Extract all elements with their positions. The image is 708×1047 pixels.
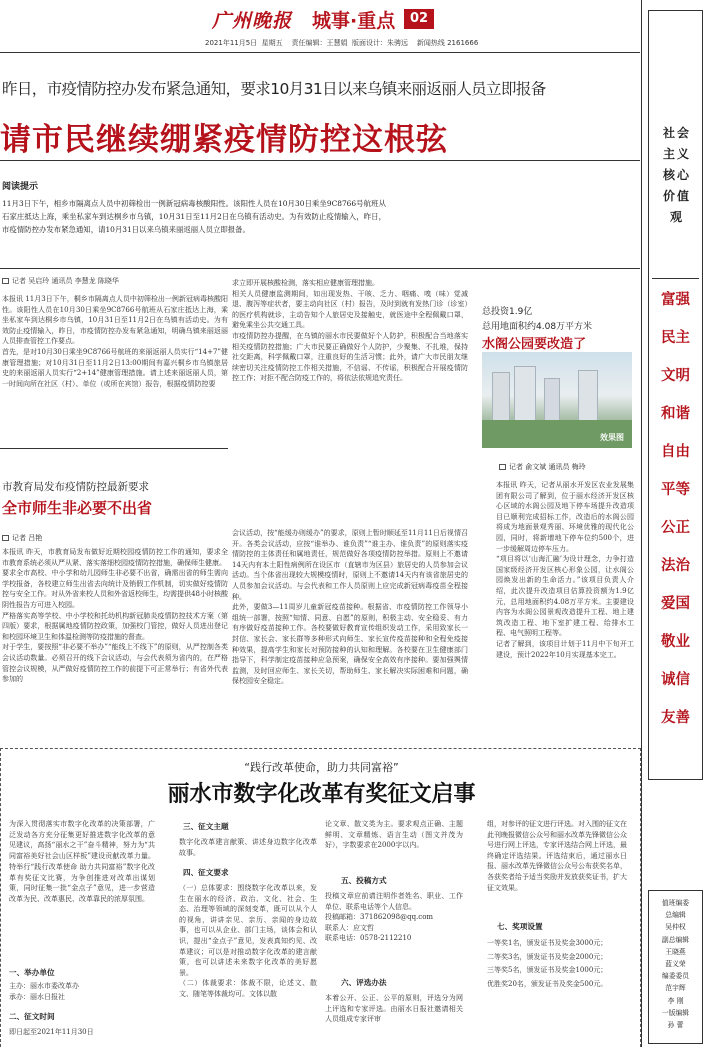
edu-rule (0, 448, 228, 449)
values-list (649, 281, 702, 737)
contest-s6-title: 六、评选办法 (341, 978, 387, 987)
contest-s4-body: （一）总体要求：围绕数字化改革以来，发生在丽水的经济、政治、文化、社会、生态、治理等领域的深刻变革，既可以从个人的视角，讲讲亲见、亲历、亲闻的身边故事，也可以从企业、部门主场，谈体会和认识，提出“金点子”意见，发表真知灼见、改革建议；可以是对推动数字化改革的建言献策，也可以讲述未来数字化改革的美好愿景。 （二）体裁要求：体裁不限，论述文、散文、随笔等体裁均可。文体以散 (179, 884, 317, 998)
camera-icon (2, 278, 9, 284)
top-kicker: 昨日，市疫情防控办发布紧急通知，要求10月31日以来乌镇来丽返丽人员立即报备 (2, 80, 546, 98)
top-byline (2, 276, 119, 286)
sidebar (641, 0, 708, 1047)
contest-s1-title: 一、举办单位 (9, 968, 55, 977)
building-shape (514, 366, 536, 422)
lead-rule (0, 268, 640, 269)
value-item: 敬业 (661, 634, 690, 650)
park-headline: 水阁公园要改造了 (482, 337, 587, 352)
top-rule (0, 160, 640, 161)
core-values-title: 社会主义核心价值观 (662, 126, 691, 224)
paper-logo: 广州晚报 (212, 10, 293, 32)
contest-headline: 丽水市数字化改革有奖征文启事 (167, 782, 476, 807)
page-number: 02 (404, 9, 434, 29)
value-item: 自由 (661, 444, 690, 460)
value-item: 爱国 (661, 596, 690, 612)
top-headline: 请市民继续绷紧疫情防控这根弦 (0, 122, 448, 158)
value-item: 平等 (661, 482, 690, 498)
camera-icon (499, 464, 506, 470)
core-values-rule (652, 278, 699, 279)
edu-col1: 本报讯 昨天，市教育局发布做好近期校园疫情防控工作的通知，要求全市教育系统必须从严从紧、落实落细校园疫情防控措施，确保师生健康。 要求全市高校、中小学和幼儿园师生非必要不出省，确需出省的师生需向学校报备，各校建立师生出省去向统计及销假工作机制，切实做好疫情防控与安全工作。对从外省来校人员和外省返校师生，均需提供48小时核酸阴性报告方可进入校园。 严格落实高等学校、中小学校和托幼机构新冠肺炎疫情防控技术方案（第四版）要求，根据属地疫情防控政策，加强校门管控，做好人员进出登记和校园环境卫生和体温检测等防疫措施的督查。 对于学生，要按照“非必要不举办”“能线上不线下”的原则，从严控制各类会议活动数量。必须召开的线下会议活动，与会代表须为省内的，在严格管控会议规模，从严做好疫情防控工作的前提下可正常举行；有省外代表参加的 (2, 548, 228, 684)
contest-s3-title: 三、征文主题 (183, 822, 229, 831)
contest-s3-body: 数字化改革建言献策、讲述身边数字化改革故事。 (179, 838, 317, 857)
editors-list: 值班编委 总编辑 吴仲权 副总编辑 王晓燕 蓝义荣 编委委员 范宇辉 李 刚 一版编辑 孙 蕾 (661, 899, 690, 1030)
lead-label: 阅读提示 (2, 182, 39, 192)
value-item: 民主 (661, 330, 690, 346)
value-item: 友善 (661, 710, 690, 726)
contest-box (0, 748, 641, 1047)
park-kicker-1: 总投资1.9亿 (482, 307, 533, 317)
park-body: 本报讯 昨天，记者从丽水开发区农业发展集团有限公司了解到，位于丽水经济开发区核心区域的水阁公园及地下停车场提升改造项目已顺利完成招标工作，改造后的水阁公园将成为地面景观秀丽、环境优雅的现代化公园，同时，将新增地下停车位约500个，进一步缓解周边停车压力。 “项目将以‘山海汇融’为设计理念，力争打造国家级经济开发区核心形象公园，让水阁公园焕发出新的生命活力。”该项目负责人介绍，此次提升改造项目估算投资额为1.9亿元，总用地面积约4.08万平方米。主要建设内容为水阁公园景观改造提升工程、地上建筑改造工程、地下室扩建工程、给排水工程、电气照明工程等。 记者了解到，该项目计划于11月中下旬开工建设，预计2022年10月实现基本完工。 (496, 481, 634, 659)
contest-s6-body: 本着公开、公正、公平的原则，评选分为网上评选和专家评选。由丽水日报社邀请相关人员组成专家评审 (325, 994, 463, 1024)
edu-kicker: 市教育局发布疫情防控最新要求 (2, 481, 149, 493)
edu-byline (2, 533, 42, 543)
building-shape (492, 372, 510, 422)
building-shape (544, 378, 560, 422)
contest-col4-top: 组，对参评的征文进行评选。对入围的征文在此刊晚报微信公众号和丽水改革先锋微信公众号进行网上评选，专家评选结合网上评选，最终确定评选结果。评选结束后，通过丽水日报、丽水改革先锋微信公众号公布获奖名单，各获奖者给予适当奖励并发放获奖证书，扩大征文效果。 (487, 820, 627, 892)
contest-col1: 为深入贯彻落实市数字化改革的决策部署，广泛发动各方充分征集更好推进数字化改革的意见建议，高扬“丽水之干”奋斗精神，努力为“共同富裕美好社会山区样板”建设贡献改革力量。特举行“践行改革使命 助力共同富裕”数字化改革有奖征文比赛，为争创推进对改革出谋划策，同时征集一批“金点子”意见，进一步营造改革为民、改革惠民、改革靠民的浓厚氛围。 (9, 820, 155, 903)
park-kicker-2: 总用地面积约4.08万平方米 (482, 322, 593, 332)
contest-s5-body: 投稿文章应前请注明作者姓名、职业、工作单位、联系电话等个人信息。 投稿邮箱：371862098@qq.com 联系人：应文哲 联系电话：0578-2112210 (325, 892, 463, 943)
masthead-info: 2021年11月5日 星期五 责任编辑：王慧娟 版面设计：朱骋远 新闻热线 2161666 (205, 39, 479, 47)
camera-icon (2, 535, 9, 541)
park-byline (499, 462, 586, 472)
core-values-box (648, 10, 703, 780)
lead-text: 11月3日下午，相乡市隔离点人员中初筛检出一例新冠病毒核酸阳性。该阳性人员在10月30日乘坐9C8766号航班从石家庄抵达上海，乘坐私家车到达桐乡市乌镇，10月31日至11月2日在乌镇有活动史。为有效防止疫情输入，昨日，市疫情防控办发布紧急通知，请10月31日以来乌镇来丽返丽人员立即报备。 (2, 199, 386, 234)
edu-headline: 全市师生非必要不出省 (2, 499, 153, 517)
contest-s7-title: 七、奖项设置 (497, 922, 543, 931)
building-shape (578, 370, 598, 422)
contest-s1-body: 主办：丽水市委改革办 承办：丽水日报社 (9, 982, 79, 1001)
masthead (0, 0, 640, 60)
top-col1: 本报讯 11月3日下午，桐乡市隔离点人员中初筛检出一例新冠病毒核酸阳性。该阳性人员在10月30日乘坐9C8766号航班从石家庄抵达上海，乘坐私家车到达桐乡市乌镇，10月31日至11月2日在乌镇有活动史。为有效防止疫情输入，昨日，市疫情防控办发布紧急通知，明确乌镇来丽返丽人员排查管控工作要点。 首先，是对10月30日乘坐9C8766号航班的来丽返丽人员实行“14+7”健康管理措施；对10月31日至11月2日13:00期间有嘉兴桐乡市乌镇旅居史的来丽返丽人员实行“2+14”健康管理措施。请上述来丽返丽人员，第一时间向所在社区（村）、单位（或所在宾馆）报告，根据疫情防控要 (2, 295, 228, 388)
value-item: 法治 (661, 558, 690, 574)
edu-byline-text: 记者 吕艳 (12, 534, 43, 542)
park-byline-text: 记者 俞文斌 通讯员 梅玲 (509, 463, 586, 471)
photo-caption: 效果图 (600, 433, 624, 442)
value-item: 富强 (661, 292, 690, 308)
value-item: 公正 (661, 520, 690, 536)
value-item: 文明 (661, 368, 690, 384)
contest-s7-body: 一等奖1名，颁发证书及奖金3000元； 二等奖3名，颁发证书及奖金2000元； 三等奖5名，颁发证书及奖金1000元； 优胜奖20名，颁发证书及奖金500元。 (487, 939, 608, 988)
value-item: 和谐 (661, 406, 690, 422)
contest-s4-title: 四、征文要求 (183, 868, 229, 877)
masthead-rule (0, 52, 640, 53)
contest-s2-title: 二、征文时间 (9, 1012, 55, 1021)
edu-col2: 会议活动，按“能缓办则缓办”的要求，原则上暂时顺延至11月11日后视情召开。各类会议活动，应按“谁举办、谁负责”“谁主办、谁负责”的原则落实疫情防控的主体责任和属地责任，规范做好各项疫情防控举措。原则上不邀请14天内有本土阳性病例所在设区市（直辖市为区县）旅居史的人员参加会议活动。当个体省出现较大规模疫情时，原则上不邀请14天内有该省旅居史的人员参加会议活动。与会代表和工作人员原则上应完成新冠病毒疫苗全程接种。 此外，要做3—11周岁儿童新冠疫苗接种。根据省、市疫情防控工作领导小组统一部署，按照“知情、同意、自愿”的原则，积极主动、安全稳妥、有力有序做好疫苗接种工作。各校要做好教育宣传组织发动工作，采用致家长一封信、家长会、家长群等多种形式向师生、家长宣传疫苗接种和全程免疫接种效果，提高学生和家长对预防接种的认知和理解。各校要在卫生健康部门指导下，科学制定疫苗接种应急预案，确保安全高效有序接种。要加强舆情监测，及时回应师生、家长关切，帮助师生、家长解决实际困难和问题，确保校园安全稳定。 (232, 529, 468, 686)
park-photo (482, 352, 632, 448)
contest-col3-top: 论文章、散文类为主。要求观点正确、主题鲜明、文章精炼、语言生动（图文并茂为好），字数要求在2000字以内。 (325, 820, 463, 850)
top-col2: 求立即开展核酸检测，落实相应健康管理措施。 相关人员健康监测期间，如出现发热、干咳、乏力、咽痛、嗅（味）觉减退、腹泻等症状者，要主动向社区（村）报告，及时到就有发热门诊（诊室）的医疗机构就诊，主动告知个人旅居史及接触史，就医途中全程佩戴口罩，避免乘坐公共交通工具。 市疫情防控办提醒，在乌镇的丽水市民要做好个人防护，积极配合当地落实相关疫情防控措施；广大市民要正确做好个人防护，少聚集、不扎堆，保持社交距离，科学佩戴口罩，注重良好的生活习惯；此外，请广大市民朋友继续密切关注疫情防控工作相关措施，不信谣、不传谣，积极配合开展疫情防控工作；对拒不配合防疫工作的，将依法依规追究责任。 (232, 279, 468, 383)
contest-s5-title: 五、投稿方式 (341, 876, 387, 885)
section-title: 城事·重点 (312, 10, 396, 32)
contest-s2-body: 即日起至2021年11月30日 (9, 1028, 94, 1036)
contest-kicker: “践行改革使命，助力共同富裕” (244, 761, 399, 774)
top-byline-text: 记者 吴启玲 通讯员 李慧龙 陈晓华 (12, 277, 119, 285)
editors-box (648, 890, 703, 1044)
value-item: 诚信 (661, 672, 690, 688)
